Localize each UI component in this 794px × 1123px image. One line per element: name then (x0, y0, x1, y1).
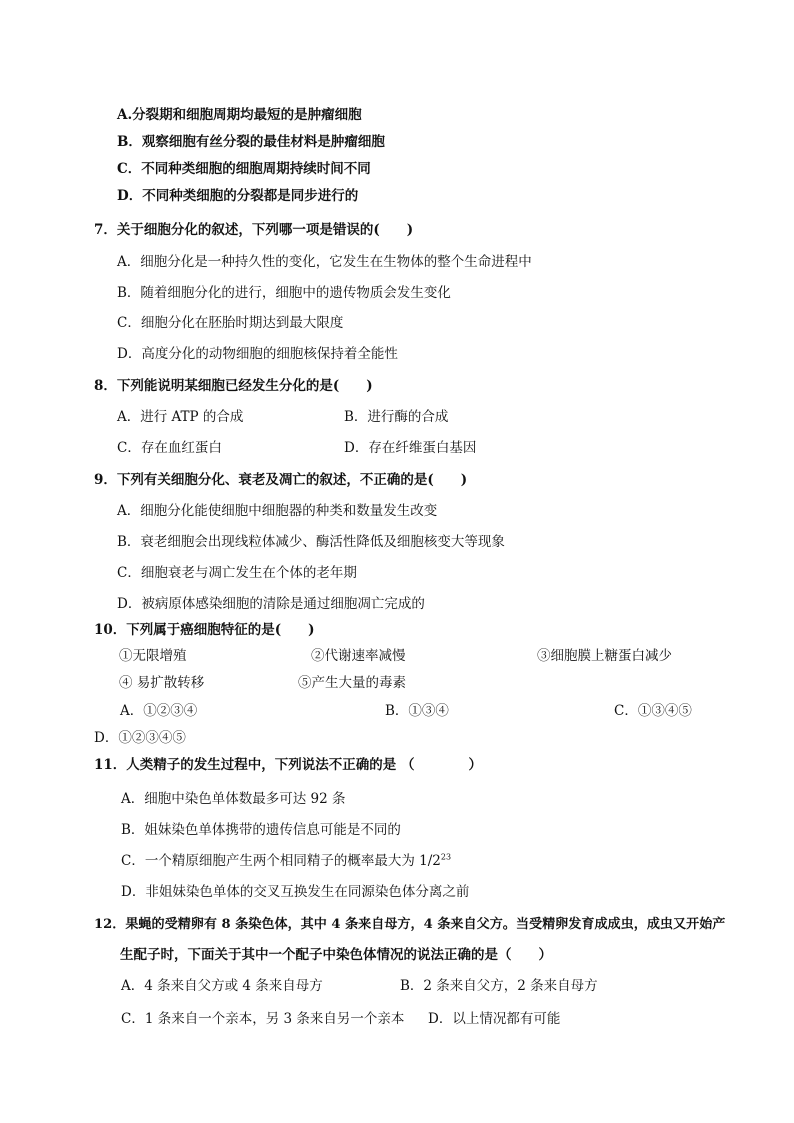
q7-stem: 7．关于细胞分化的叙述，下列哪一项是错误的( ) (94, 222, 414, 238)
q12-option-d: D．以上情况都有可能 (428, 1011, 561, 1027)
q11-option-c (121, 853, 451, 869)
q12-stem-line1: 12．果蝇的受精卵有 8 条染色体，其中 4 条来自母方，4 条来自父方。当受精卵发育成成虫，成虫又开始产 (94, 917, 726, 932)
q11-option-a: A．细胞中染色单体数最多可达 92 条 (121, 791, 346, 807)
q11-option-b: B．姐妹染色单体携带的遗传信息可能是不同的 (121, 822, 401, 838)
q8-option-b: B．进行酶的合成 (344, 409, 449, 425)
q11-stem: 11．人类精子的发生过程中，下列说法不正确的是 （ ） (94, 757, 482, 773)
q6-option-c: C．不同种类细胞的细胞周期持续时间不同 (117, 161, 371, 177)
q8-option-d: D．存在纤维蛋白基因 (344, 440, 477, 456)
q10-item-4: ④ 易扩散转移 (119, 675, 205, 691)
q7-option-c: C．细胞分化在胚胎时期达到最大限度 (117, 315, 344, 331)
q9-option-d: D．被病原体感染细胞的清除是通过细胞凋亡完成的 (117, 596, 425, 612)
q9-option-b: B．衰老细胞会出现线粒体减少、酶活性降低及细胞核变大等现象 (117, 534, 505, 550)
q10-stem: 10．下列属于癌细胞特征的是( ) (94, 622, 315, 638)
q11-option-d: D．非姐妹染色单体的交叉互换发生在同源染色体分离之前 (121, 884, 470, 900)
q6-option-a: A.分裂期和细胞周期均最短的是肿瘤细胞 (117, 107, 362, 123)
q10-item-2: ②代谢速率减慢 (311, 648, 406, 664)
q9-option-a: A．细胞分化能使细胞中细胞器的种类和数量发生改变 (117, 503, 438, 519)
q12-stem-line2: 生配子时，下面关于其中一个配子中染色体情况的说法正确的是（ ） (120, 947, 552, 963)
q7-option-b: B．随着细胞分化的进行，细胞中的遗传物质会发生变化 (117, 285, 451, 301)
q10-option-b: B．①③④ (385, 703, 449, 719)
q11-option-c-text: C．一个精原细胞产生两个相同精子的概率最大为 1/2 (121, 853, 441, 869)
q12-option-b: B．2 条来自父方，2 条来自母方 (400, 978, 598, 994)
q10-option-c: C．①③④⑤ (614, 703, 692, 719)
q11-option-c-exponent: 23 (440, 852, 452, 862)
q10-option-d: D．①②③④⑤ (94, 730, 186, 746)
q7-option-d: D．高度分化的动物细胞的细胞核保持着全能性 (117, 346, 398, 362)
q9-option-c: C．细胞衰老与凋亡发生在个体的老年期 (117, 565, 357, 581)
q7-option-a: A．细胞分化是一种持久性的变化，它发生在生物体的整个生命进程中 (117, 254, 532, 270)
q12-option-a: A．4 条来自父方或 4 条来自母方 (121, 978, 323, 994)
q8-option-c: C．存在血红蛋白 (117, 440, 222, 456)
q8-stem: 8．下列能说明某细胞已经发生分化的是( ) (94, 378, 373, 394)
q10-item-1: ①无限增殖 (119, 648, 187, 664)
q10-item-3: ③细胞膜上糖蛋白减少 (537, 648, 672, 664)
q8-option-a: A．进行 ATP 的合成 (117, 409, 244, 425)
q6-option-d: D．不同种类细胞的分裂都是同步进行的 (117, 188, 359, 204)
q10-option-a: A．①②③④ (120, 703, 198, 719)
q10-item-5: ⑤产生大量的毒素 (298, 675, 406, 691)
q12-option-c: C．1 条来自一个亲本，另 3 条来自另一个亲本 (121, 1011, 405, 1027)
q9-stem: 9．下列有关细胞分化、衰老及凋亡的叙述，不正确的是( ) (94, 472, 468, 488)
q6-option-b: B．观察细胞有丝分裂的最佳材料是肿瘤细胞 (117, 134, 385, 150)
